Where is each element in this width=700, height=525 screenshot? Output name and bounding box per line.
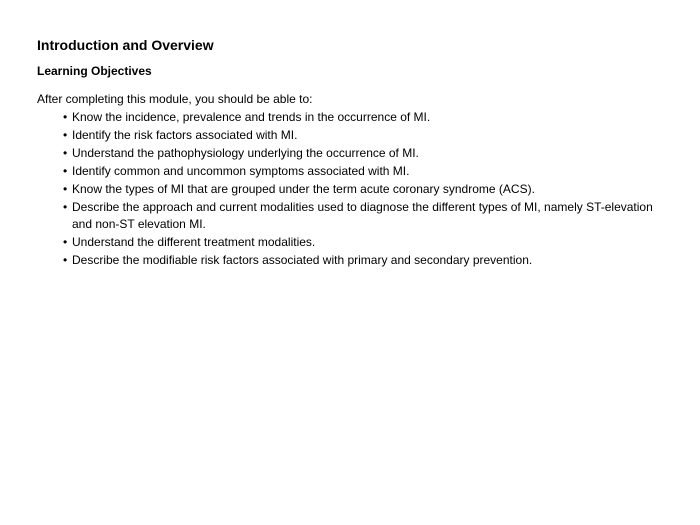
objective-item: • Identify the risk factors associated with MI. bbox=[63, 127, 667, 144]
objective-item: • Describe the modifiable risk factors associated with primary and secondary prevention. bbox=[63, 252, 667, 269]
objective-item: • Know the incidence, prevalence and trends in the occurrence of MI. bbox=[63, 109, 667, 126]
intro-text: After completing this module, you should be able to: bbox=[37, 92, 313, 106]
objective-item: • Understand the different treatment modalities. bbox=[63, 234, 667, 251]
objective-item: • Identify common and uncommon symptoms associated with MI. bbox=[63, 163, 667, 180]
objective-item: • Describe the approach and current modalities used to diagnose the different types of MI, namely ST-elevation and non-ST elevation MI. bbox=[63, 199, 667, 233]
objective-item: • Understand the pathophysiology underlying the occurrence of MI. bbox=[63, 145, 667, 162]
document-page bbox=[37, 37, 667, 270]
section-title: Introduction and Overview bbox=[37, 37, 214, 53]
objectives-list bbox=[37, 109, 667, 269]
objective-item: • Know the types of MI that are grouped under the term acute coronary syndrome (ACS). bbox=[63, 181, 667, 198]
subsection-title: Learning Objectives bbox=[37, 64, 152, 78]
